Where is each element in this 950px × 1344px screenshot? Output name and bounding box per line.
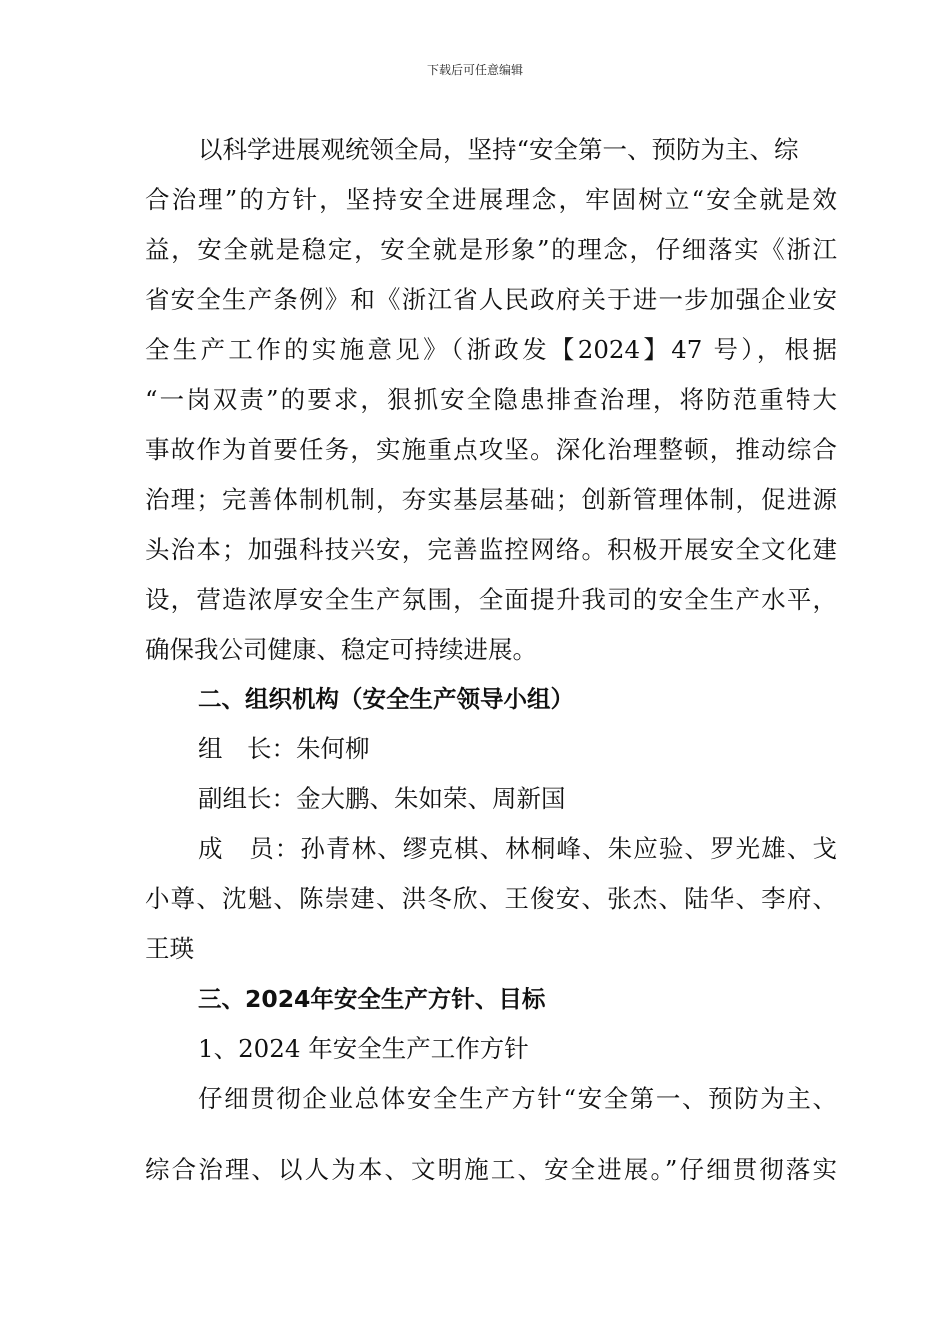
section-heading: 二、组织机构（安全生产领导小组） [198, 685, 574, 713]
paragraph-line: 综合治理、以人为本、文明施工、安全进展。”仔细贯彻落实 [145, 1155, 837, 1184]
paragraph-line: 设，营造浓厚安全生产氛围，全面提升我司的安全生产水平， [145, 585, 837, 614]
paragraph-line: 合治理”的方针，坚持安全进展理念，牢固树立“安全就是效 [145, 185, 837, 214]
page-header: 下载后可任意编辑 [426, 63, 523, 77]
section-heading: 三、2024年安全生产方针、目标 [198, 985, 546, 1013]
paragraph-line: 头治本；加强科技兴安，完善监控网络。积极开展安全文化建 [145, 535, 837, 564]
paragraph-line: 事故作为首要任务，实施重点攻坚。深化治理整顿，推动综合 [145, 435, 837, 464]
paragraph-line: “一岗双责”的要求，狠抓安全隐患排查治理，将防范重特大 [145, 385, 837, 414]
paragraph-line: 确保我公司健康、稳定可持续进展。 [145, 635, 537, 664]
paragraph-line: 仔细贯彻企业总体安全生产方针“安全第一、预防为主、 [198, 1084, 837, 1113]
paragraph-line: 以科学进展观统领全局，坚持“安全第一、预防为主、综 [198, 135, 799, 164]
members-line: 王瑛 [145, 934, 194, 963]
paragraph-line: 益，安全就是稳定，安全就是形象”的理念，仔细落实《浙江 [145, 235, 837, 264]
subsection-heading: 1、2024 年安全生产工作方针 [198, 1034, 529, 1063]
paragraph-line: 全生产工作的实施意见》（浙政发【2024】47 号），根据 [145, 335, 837, 364]
deputy-line: 副组长：金大鹏、朱如荣、周新国 [198, 784, 566, 813]
leader-line: 组 长：朱何柳 [198, 734, 370, 763]
paragraph-line: 治理；完善体制机制，夯实基层基础；创新管理体制，促进源 [145, 485, 837, 514]
members-line: 小尊、沈魁、陈崇建、洪冬欣、王俊安、张杰、陆华、李府、 [145, 884, 837, 913]
members-line: 成 员：孙青林、缪克棋、林桐峰、朱应验、罗光雄、戈 [198, 834, 837, 863]
paragraph-line: 省安全生产条例》和《浙江省人民政府关于进一步加强企业安 [145, 285, 837, 314]
